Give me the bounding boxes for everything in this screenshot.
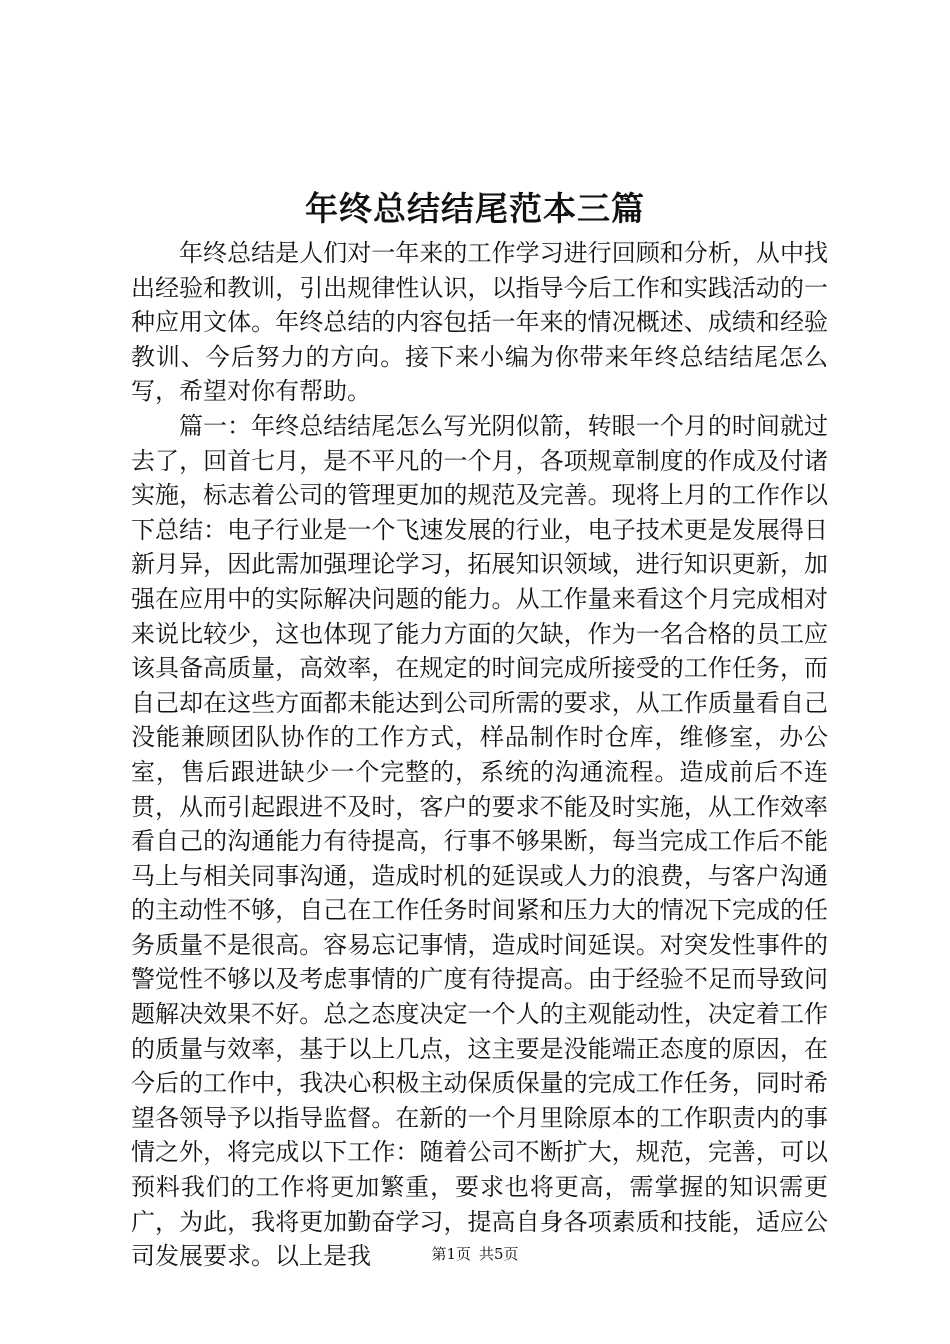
- document-title: 年终总结结尾范本三篇: [305, 189, 645, 228]
- page-total: 共5页: [479, 1245, 519, 1263]
- intro-paragraph: 年终总结是人们对一年来的工作学习进行回顾和分析，从中找出经验和教训，引出规律性认识，以指导今后工作和实践活动的一种应用文体。年终总结的内容包括一年来的情况概述、成绩和经验教训、今后努力的方向。接下来小编为你带来年终总结结尾怎么写，希望对你有帮助。: [131, 239, 828, 406]
- document-body: [131, 236, 828, 1274]
- page-number: 第1页: [431, 1245, 471, 1263]
- page-footer: [0, 1244, 950, 1264]
- section-one-paragraph: 篇一：年终总结结尾怎么写光阴似箭，转眼一个月的时间就过去了，回首七月，是不平凡的一个月，各项规章制度的作成及付诸实施，标志着公司的管理更加的规范及完善。现将上月的工作作以下总结：电子行业是一个飞速发展的行业，电子技术更是发展得日新月异，因此需加强理论学习，拓展知识领域，进行知识更新，加强在应用中的实际解决问题的能力。从工作量来看这个月完成相对来说比较少，这也体现了能力方面的欠缺，作为一名合格的员工应该具备高质量，高效率，在规定的时间完成所接受的工作任务，而自己却在这些方面都未能达到公司所需的要求，从工作质量看自己没能兼顾团队协作的工作方式，样品制作时仓库，维修室，办公室，售后跟进缺少一个完整的，系统的沟通流程。造成前后不连贯，从而引起跟进不及时，客户的要求不能及时实施，从工作效率看自己的沟通能力有待提高，行事不够果断，每当完成工作后不能马上与相关同事沟通，造成时机的延误或人力的浪费，与客户沟通的主动性不够，自己在工作任务时间紧和压力大的情况下完成的任务质量不是很高。容易忘记事情，造成时间延误。对突发性事件的警觉性不够以及考虑事情的广度有待提高。由于经验不足而导致问题解决效果不好。总之态度决定一个人的主观能动性，决定着工作的质量与效率，基于以上几点，这主要是没能端正态度的原因，在今后的工作中，我决心积极主动保质保量的完成工作任务，同时希望各领导予以指导监督。在新的一个月里除原本的工作职责内的事情之外，将完成以下工作：随着公司不断扩大，规范，完善，可以预料我们的工作将更加繁重，要求也将更高，需掌握的知识需更广，为此，我将更加勤奋学习，提高自身各项素质和技能，适应公司发展要求。以上是我: [131, 411, 828, 1271]
